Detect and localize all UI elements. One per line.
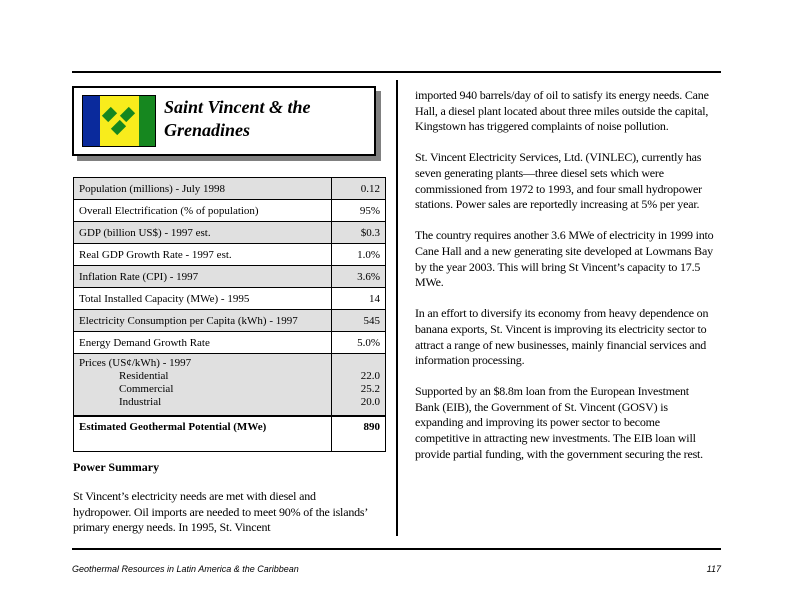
top-rule — [72, 71, 721, 73]
country-title-box — [72, 86, 376, 156]
stats-row — [74, 244, 386, 266]
price-value: 25.2 — [360, 383, 380, 395]
stat-value: 0.12 — [332, 178, 386, 200]
stat-value: 14 — [332, 288, 386, 310]
stat-value: 545 — [332, 310, 386, 332]
stat-label: Total Installed Capacity (MWe) - 1995 — [74, 288, 332, 310]
stat-value: $0.3 — [332, 222, 386, 244]
right-column-text — [415, 88, 715, 478]
paragraph: St. Vincent Electricity Services, Ltd. (VINLEC), currently has seven generating plants—three diesel sets which were commissioned from 1972 to 1993, and four small hydropower stations. Power sales are reportedly increasing at 5% per year. — [415, 150, 702, 212]
page-number: 117 — [706, 564, 721, 574]
stats-row — [74, 266, 386, 288]
stats-row — [74, 222, 386, 244]
stat-value: 5.0% — [332, 332, 386, 354]
geothermal-value: 890 — [332, 416, 386, 452]
stat-value: 1.0% — [332, 244, 386, 266]
stat-label: Real GDP Growth Rate - 1997 est. — [74, 244, 332, 266]
flag-icon — [82, 95, 156, 147]
price-category: Industrial — [119, 396, 162, 408]
price-category: Residential — [119, 370, 169, 382]
price-value: 20.0 — [360, 396, 380, 408]
paragraph: In an effort to diversify its economy from heavy dependence on banana exports, St. Vincent is improving its electricity sector to attract a range of new businesses, mainly financial services and information processing. — [415, 306, 709, 368]
stats-row — [74, 288, 386, 310]
footer — [72, 564, 721, 574]
country-title: Saint Vincent & the Grenadines — [164, 97, 311, 140]
footer-title: Geothermal Resources in Latin America & the Caribbean — [72, 564, 299, 574]
stat-value: 95% — [332, 200, 386, 222]
stat-label: Inflation Rate (CPI) - 1997 — [74, 266, 332, 288]
prices-values — [332, 354, 386, 417]
section-heading: Power Summary — [73, 460, 160, 474]
stats-row — [74, 178, 386, 200]
price-value: 22.0 — [360, 370, 380, 382]
stat-label: Electricity Consumption per Capita (kWh) - 1997 — [74, 310, 332, 332]
stats-table — [73, 177, 386, 452]
prices-row — [74, 354, 386, 417]
stat-label: Energy Demand Growth Rate — [74, 332, 332, 354]
bottom-rule — [72, 548, 721, 550]
stats-row — [74, 332, 386, 354]
prices-label: Prices (US¢/kWh) - 1997 — [79, 357, 192, 369]
geothermal-row — [74, 416, 386, 452]
geothermal-label: Estimated Geothermal Potential (MWe) — [74, 416, 332, 452]
left-paragraph: St Vincent’s electricity needs are met with diesel and hydropower. Oil imports are needed to meet 90% of the islands’ primary energy needs. In 1995, St. Vincent — [73, 489, 368, 535]
stat-label: GDP (billion US$) - 1997 est. — [74, 222, 332, 244]
price-category: Commercial — [119, 383, 174, 395]
stat-label: Overall Electrification (% of population) — [74, 200, 332, 222]
stat-value: 3.6% — [332, 266, 386, 288]
stats-row — [74, 310, 386, 332]
column-divider — [396, 80, 398, 536]
paragraph: The country requires another 3.6 MWe of electricity in 1999 into Cane Hall and a new generating site developed at Lowmans Bay by the year 2003. This will bring St Vincent’s capacity to 17.5 MWe. — [415, 228, 714, 290]
paragraph: imported 940 barrels/day of oil to satisfy its energy needs. Cane Hall, a diesel plant located about three miles outside the capital, Kingstown has triggered complaints of noise pollution. — [415, 88, 709, 134]
prices-labels — [74, 354, 332, 417]
stats-row — [74, 200, 386, 222]
paragraph: Supported by an $8.8m loan from the European Investment Bank (EIB), the Government of St. Vincent (GOSV) is expanding and improving its power sector to become competitive in attracting new investments. The EIB loan will provide partial funding, with the government securing the rest. — [415, 384, 703, 461]
stat-label: Population (millions) - July 1998 — [74, 178, 332, 200]
